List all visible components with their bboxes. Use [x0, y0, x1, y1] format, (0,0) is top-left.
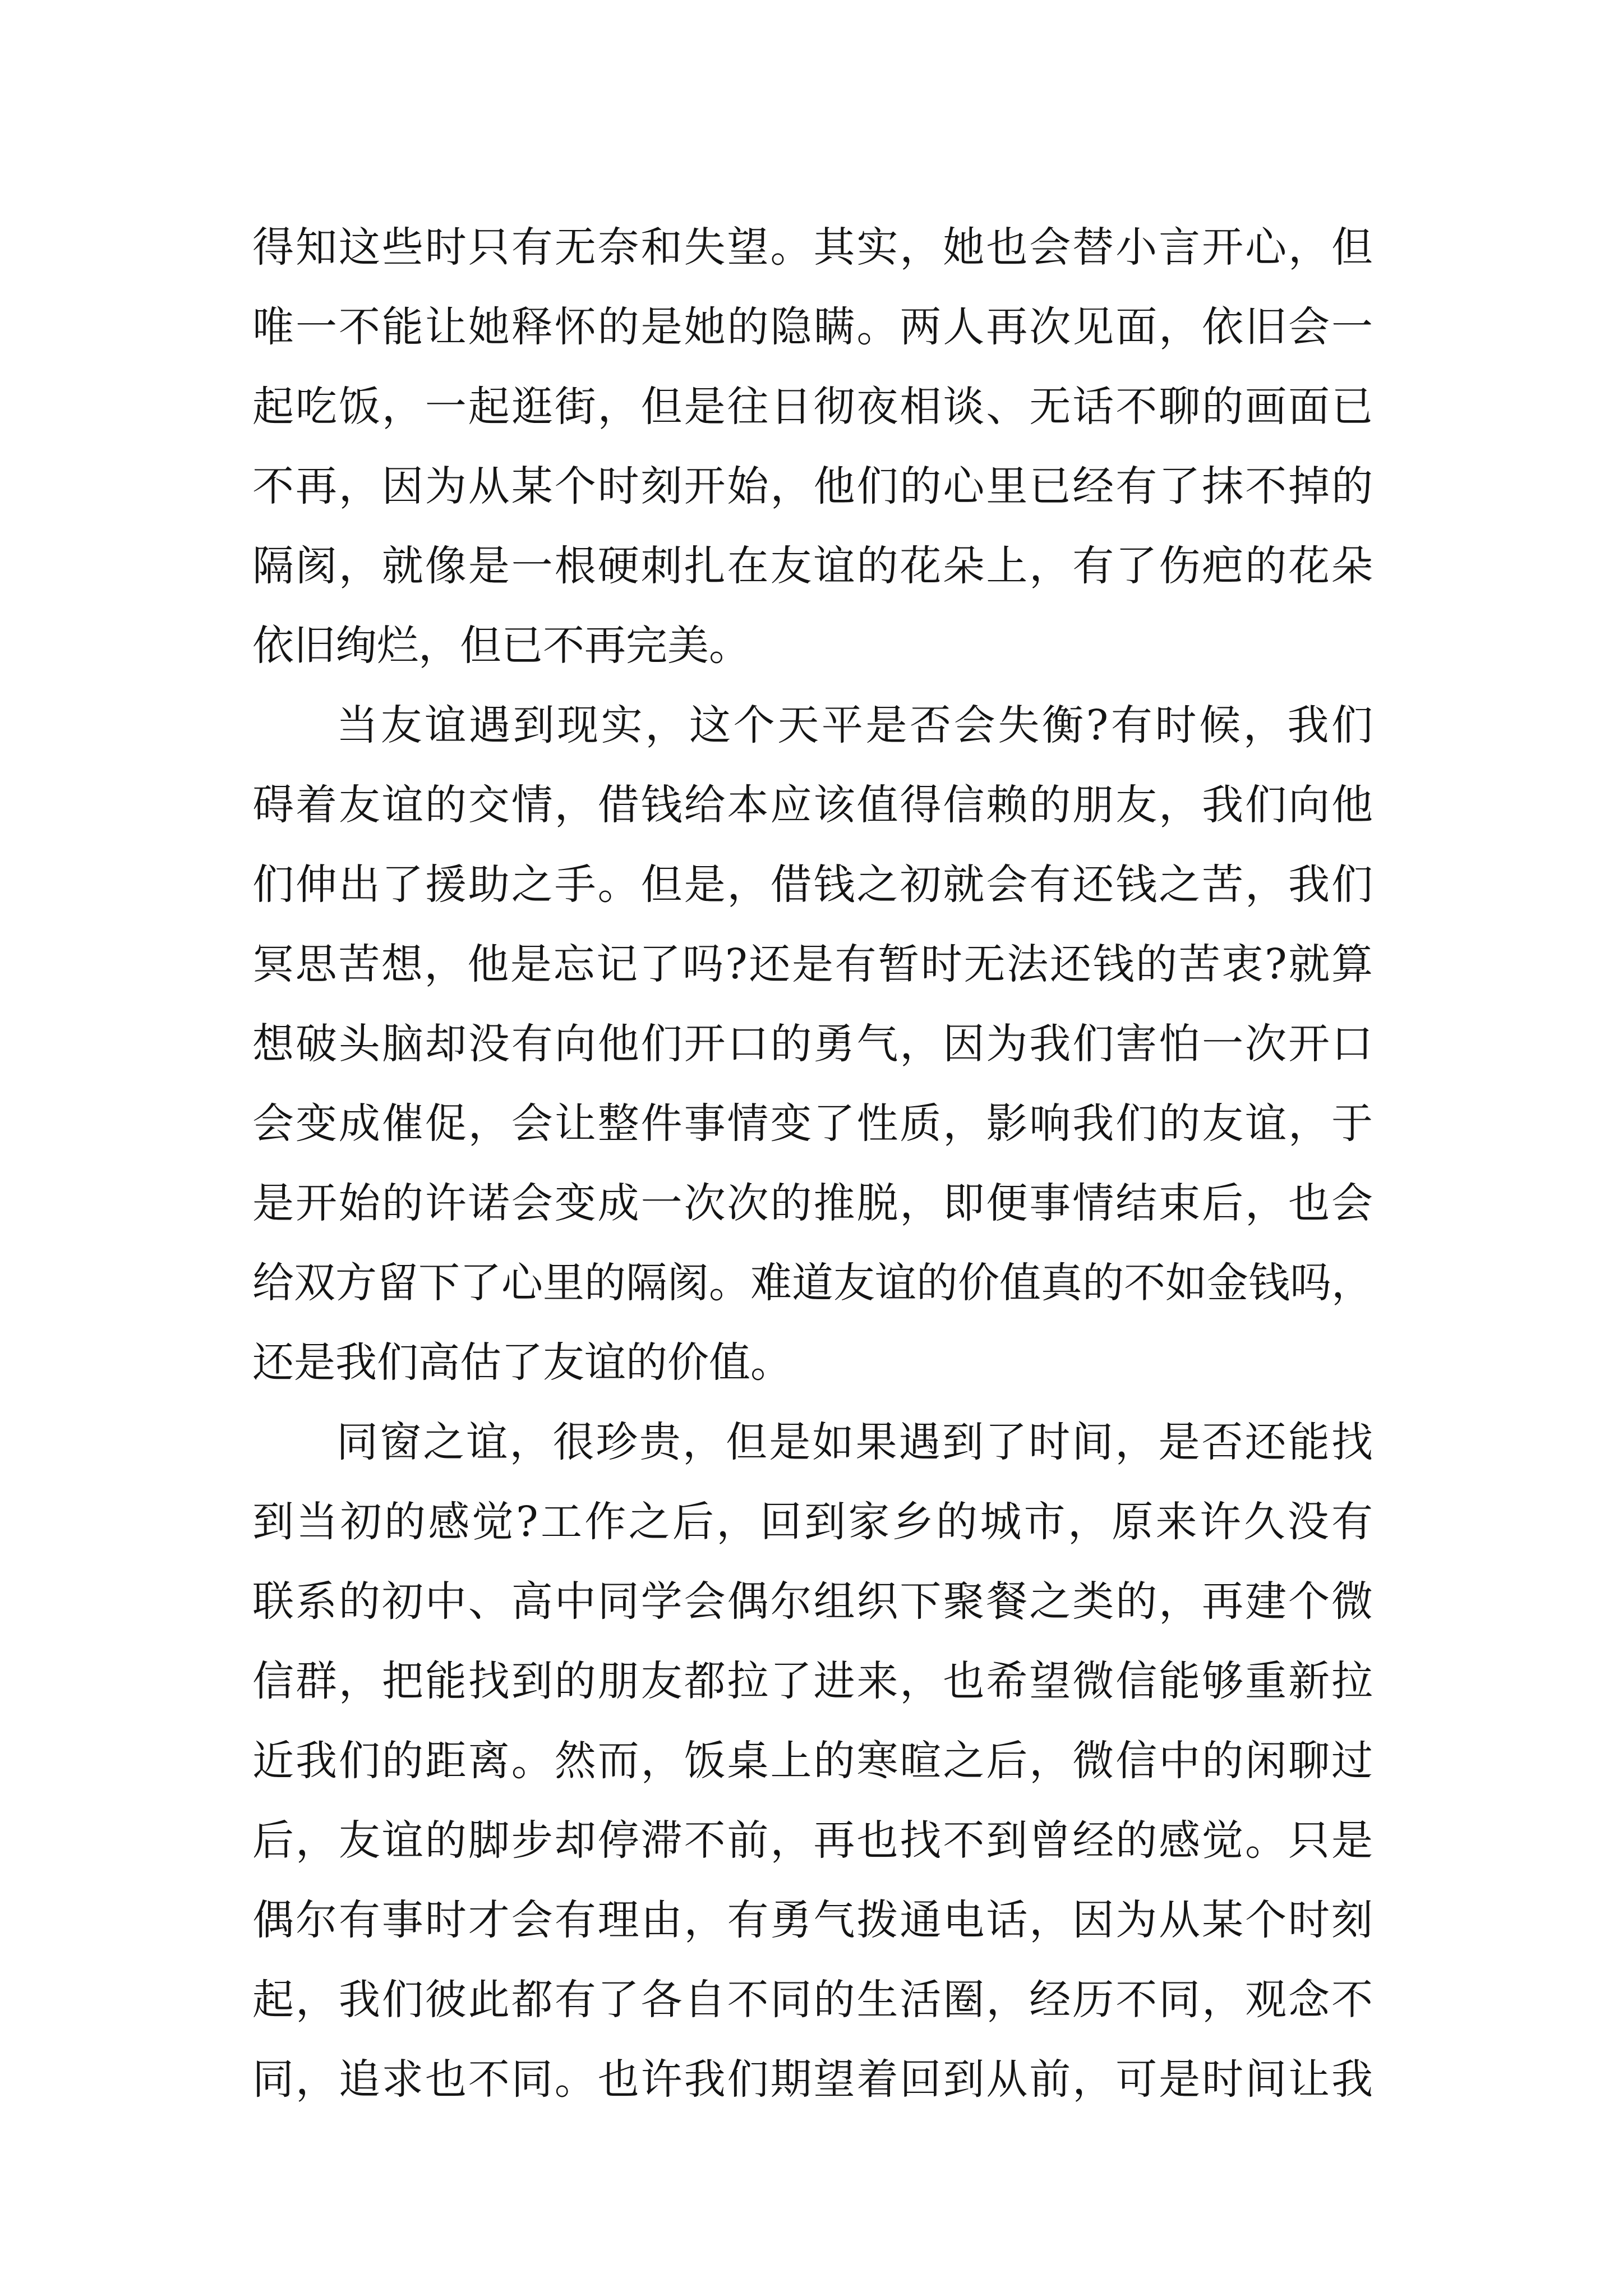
- text-line: 会变成催促，会让整件事情变了性质，影响我们的友谊，于: [252, 1099, 1373, 1148]
- paragraph: [252, 685, 1373, 1402]
- text-line: 到当初的感觉?工作之后，回到家乡的城市，原来许久没有: [252, 1498, 1373, 1546]
- document-body: [252, 208, 1373, 2119]
- text-line: 信群，把能找到的朋友都拉了进来，也希望微信能够重新拉: [252, 1657, 1373, 1705]
- text-line: 不再，因为从某个时刻开始，他们的心里已经有了抹不掉的: [252, 462, 1373, 510]
- text-line: 同，追求也不同。也许我们期望着回到从前，可是时间让我: [252, 2055, 1373, 2104]
- text-line: 依旧绚烂，但已不再完美。: [252, 622, 750, 670]
- text-line: 偶尔有事时才会有理由，有勇气拨通电话，因为从某个时刻: [252, 1896, 1373, 1944]
- text-line: 联系的初中、高中同学会偶尔组织下聚餐之类的，再建个微: [252, 1577, 1373, 1626]
- text-line: 们伸出了援助之手。但是，借钱之初就会有还钱之苦，我们: [252, 861, 1373, 909]
- paragraph: [252, 1402, 1373, 2119]
- text-line: 起，我们彼此都有了各自不同的生活圈，经历不同，观念不: [252, 1976, 1373, 2024]
- text-line: 后，友谊的脚步却停滞不前，再也找不到曾经的感觉。只是: [252, 1816, 1373, 1865]
- text-line: 唯一不能让她释怀的是她的隐瞒。两人再次见面，依旧会一: [252, 303, 1373, 351]
- text-line: 还是我们高估了友谊的价值。: [252, 1338, 792, 1387]
- text-line: 起吃饭，一起逛街，但是往日彻夜相谈、无话不聊的画面已: [252, 383, 1373, 431]
- text-line: 当友谊遇到现实，这个天平是否会失衡?有时候，我们: [336, 701, 1373, 749]
- text-line: 给双方留下了心里的隔阂。难道友谊的价值真的不如金钱吗，: [252, 1259, 1373, 1307]
- text-line: 碍着友谊的交情，借钱给本应该值得信赖的朋友，我们向他: [252, 781, 1373, 829]
- text-line: 同窗之谊，很珍贵，但是如果遇到了时间，是否还能找: [336, 1418, 1373, 1466]
- text-line: 冥思苦想，他是忘记了吗?还是有暂时无法还钱的苦衷?就算: [252, 940, 1373, 988]
- paragraph: [252, 208, 1373, 685]
- text-line: 近我们的距离。然而，饭桌上的寒暄之后，微信中的闲聊过: [252, 1737, 1373, 1785]
- text-line: 是开始的许诺会变成一次次的推脱，即便事情结束后，也会: [252, 1179, 1373, 1227]
- text-line: 想破头脑却没有向他们开口的勇气，因为我们害怕一次开口: [252, 1020, 1373, 1068]
- text-line: 隔阂，就像是一根硬刺扎在友谊的花朵上，有了伤疤的花朵: [252, 542, 1373, 590]
- text-line: 得知这些时只有无奈和失望。其实，她也会替小言开心，但: [252, 223, 1373, 272]
